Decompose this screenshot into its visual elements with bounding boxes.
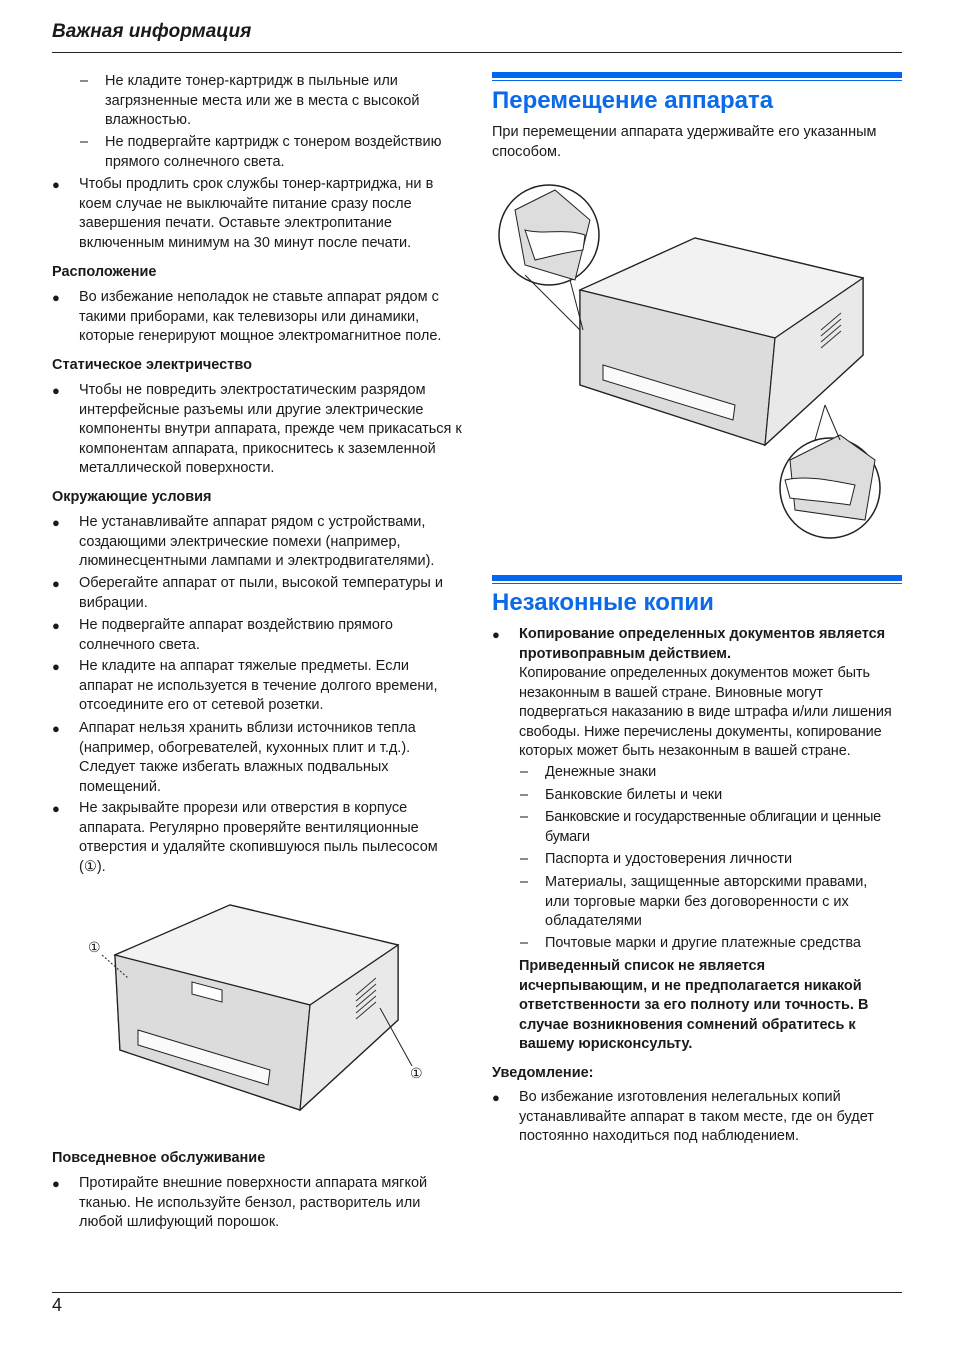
list-item: ● Не устанавливайте аппарат рядом с устройствами, создающими электрические помехи (например, люминесцентными лампами и электродвигателями). — [52, 513, 462, 572]
section-title: Перемещение аппарата — [492, 87, 774, 114]
list-item: ● Копирование определенных документов является противоправным действием. Копирование определенных документов может быть незаконным в вашей стране. Виновные могут подвергаться наказанию в виде штрафа и/или лишения свободы. Ниже перечислены документы, копирование которых может быть незаконным в вашей стране. — [492, 625, 904, 762]
list-item-text: Банковские и государственные облигации и ценные бумаги — [545, 809, 881, 845]
printer-vents-illustration — [80, 900, 440, 1120]
list-item-text: Оберегайте аппарат от пыли, высокой температуры и вибрации. — [79, 575, 443, 611]
page-number: 4 — [52, 1295, 63, 1315]
header-rule — [52, 52, 902, 53]
section-heading: Уведомление: — [492, 1065, 594, 1081]
list-item-text: Паспорта и удостоверения личности — [545, 851, 793, 867]
list-item: ● Чтобы не повредить электростатическим разрядом интерфейсные разъемы или другие электрические компоненты внутри аппарата, прежде чем прикасаться к компонентам аппарата, прикоснитесь к заземленной металлической поверхности. — [52, 381, 462, 479]
callout-marker: ① — [88, 939, 101, 955]
list-item: – Почтовые марки и другие платежные средства — [520, 934, 904, 954]
list-item: – Банковские и государственные облигации и ценные бумаги — [520, 808, 904, 847]
list-item-text: Копирование определенных документов может быть незаконным в вашей стране. Виновные могут подвергаться наказанию в виде штрафа и/или лишения свободы. Ниже перечислены документы, копирование которых может быть незаконным в вашей стране. — [519, 665, 892, 759]
section-heading: Окружающие условия — [52, 489, 212, 505]
list-item-text: Не подвергайте картридж с тонером воздействию прямого солнечного света. — [105, 134, 442, 170]
section-rule — [492, 583, 902, 584]
list-item-text: Аппарат нельзя хранить вблизи источников тепла (например, обогревателей, кухонных плит и т.д.). Следует также избегать влажных подвальных помещений. — [79, 720, 416, 795]
list-item-text: Чтобы не повредить электростатическим разрядом интерфейсные разъемы или другие электрические компоненты внутри аппарата, прежде чем прикасаться к компонентам аппарата, прикоснитесь к заземленной металлической поверхности. — [79, 382, 462, 476]
list-item-text: Банковские билеты и чеки — [545, 787, 723, 803]
list-item-text: Не устанавливайте аппарат рядом с устройствами, создающими электрические помехи (например, люминесцентными лампами и электродвигателями). — [79, 514, 435, 569]
list-item: – Материалы, защищенные авторскими правами, или торговые марки без договоренности с их обладателями — [520, 873, 880, 932]
list-item-text: Во избежание неполадок не ставьте аппарат рядом с такими приборами, как телевизоры или динамики, которые генерируют мощное электромагнитное поле. — [79, 289, 442, 344]
list-item: – Банковские билеты и чеки — [520, 786, 904, 806]
section-rule — [492, 80, 902, 81]
list-item: ● Протирайте внешние поверхности аппарата мягкой тканью. Не используйте бензол, растворитель или любой шлифующий порошок. — [52, 1174, 462, 1233]
list-item-text: Не подвергайте аппарат воздействию прямого солнечного света. — [79, 617, 393, 653]
section-title: Незаконные копии — [492, 589, 714, 616]
callout-marker: ① — [410, 1065, 423, 1081]
list-item: ● Не кладите на аппарат тяжелые предметы. Если аппарат не используется в течение долгого времени, отсоедините его от сетевой розетки. — [52, 657, 462, 716]
paragraph: При перемещении аппарата удерживайте его указанным способом. — [492, 124, 877, 160]
list-item: – Паспорта и удостоверения личности — [520, 850, 904, 870]
list-item-text: Денежные знаки — [545, 764, 657, 780]
list-item: – Денежные знаки — [520, 763, 904, 783]
list-item-text: Материалы, защищенные авторскими правами, или торговые марки без договоренности с их обладателями — [545, 874, 868, 929]
list-item-text: Чтобы продлить срок службы тонер-картриджа, ни в коем случае не выключайте питание сразу после завершения печати. Оставьте электропитание включенным минимум на 30 минут после печати. — [79, 176, 434, 251]
list-item: ● Аппарат нельзя хранить вблизи источников тепла (например, обогревателей, кухонных плит и т.д.). Следует также избегать влажных подвальных помещений. — [52, 719, 462, 797]
list-item: – Не кладите тонер-картридж в пыльные или загрязненные места или же в места с высокой влажностью. — [80, 72, 462, 131]
section-heading: Статическое электричество — [52, 357, 252, 373]
list-item: ● Оберегайте аппарат от пыли, высокой температуры и вибрации. — [52, 574, 462, 613]
page-header-title: Важная информация — [52, 21, 252, 42]
list-item: ● Не закрывайте прорези или отверстия в корпусе аппарата. Регулярно проверяйте вентиляционные отверстия и удаляйте скопившуюся пыль пылесосом (①). — [52, 799, 462, 877]
section-rule — [492, 72, 902, 78]
list-item-text: Не закрывайте прорези или отверстия в корпусе аппарата. Регулярно проверяйте вентиляционные отверстия и удаляйте скопившуюся пыль пылесосом (①). — [79, 800, 438, 875]
list-item: ● Не подвергайте аппарат воздействию прямого солнечного света. — [52, 616, 462, 655]
section-rule — [492, 575, 902, 581]
list-item-text: Протирайте внешние поверхности аппарата мягкой тканью. Не используйте бензол, растворитель или любой шлифующий порошок. — [79, 1175, 428, 1230]
list-item-bold-text: Копирование определенных документов является противоправным действием. — [519, 626, 886, 662]
list-item: ● Чтобы продлить срок службы тонер-картриджа, ни в коем случае не выключайте питание сразу после завершения печати. Оставьте электропитание включенным минимум на 30 минут после печати. — [52, 175, 462, 253]
list-item-text: Не кладите на аппарат тяжелые предметы. Если аппарат не используется в течение долгого времени, отсоедините его от сетевой розетки. — [79, 658, 438, 713]
printer-carrying-illustration — [495, 180, 890, 545]
section-heading: Расположение — [52, 264, 157, 280]
list-item: ● Во избежание изготовления нелегальных копий устанавливайте аппарат в таком месте, где он будет постоянно находиться под наблюдением. — [492, 1088, 902, 1147]
list-item-text: Не кладите тонер-картридж в пыльные или загрязненные места или же в места с высокой влажностью. — [105, 73, 420, 128]
section-heading: Повседневное обслуживание — [52, 1150, 266, 1166]
disclaimer-text: Приведенный список не является исчерпывающим, и не предполагается никакой ответственности за его полноту или точность. В случае возникновения сомнений обратитесь к вашему юрисконсульту. — [519, 958, 869, 1052]
list-item-text: Почтовые марки и другие платежные средства — [545, 935, 861, 951]
footer-rule — [52, 1292, 902, 1293]
list-item: – Не подвергайте картридж с тонером воздействию прямого солнечного света. — [80, 133, 462, 172]
list-item-text: Во избежание изготовления нелегальных копий устанавливайте аппарат в таком месте, где он будет постоянно находиться под наблюдением. — [519, 1089, 874, 1144]
list-item: ● Во избежание неполадок не ставьте аппарат рядом с такими приборами, как телевизоры или динамики, которые генерируют мощное электромагнитное поле. — [52, 288, 462, 347]
